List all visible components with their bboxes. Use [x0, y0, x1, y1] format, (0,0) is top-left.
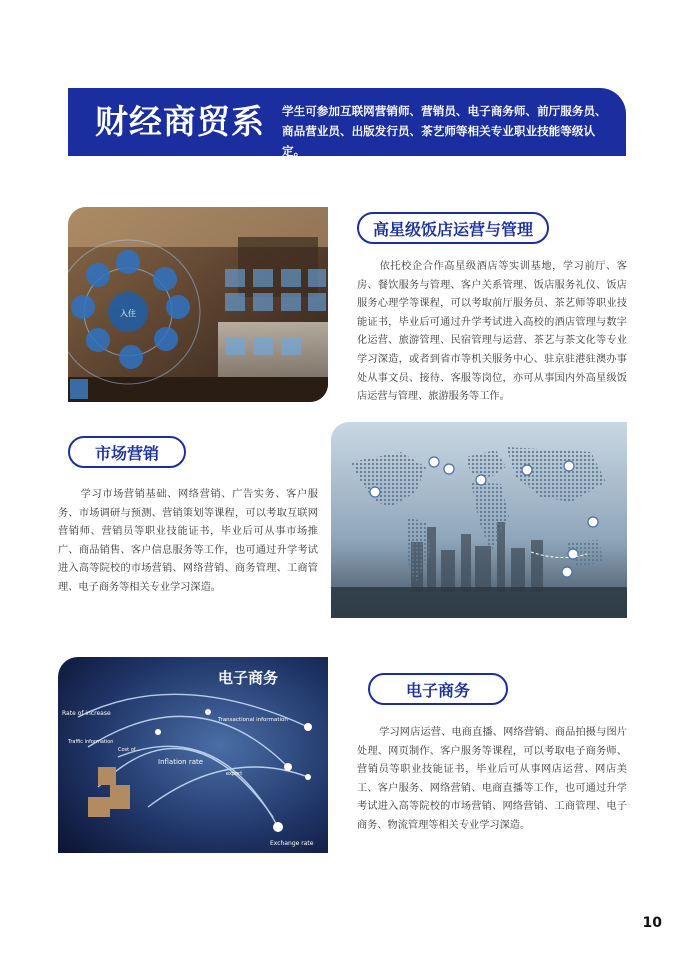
inflation-rate-label: Inflation rate: [158, 758, 204, 766]
department-description: [282, 101, 612, 161]
hotel-illustration: [68, 207, 328, 402]
world-map-illustration: [331, 422, 627, 618]
department-title: 财经商贸系: [95, 102, 265, 141]
description-line-1: 学生可参加互联网营销师、营销员、电子商务师、前厅服务员、: [282, 104, 607, 118]
section-text-ecommerce: [357, 724, 627, 836]
section-text-marketing-body: 学习市场营销基础、网络营销、广告实务、客户服务、市场调研与预测、营销策划等课程，可以考取互联网营销师、营销员等职业技能证书，毕业后可从事市场推广、商品销售、客户信息服务等工作，也可通过升学考试进入高等院校的市场营销、网络营销、商务管理、工商管理、电子商务等相关专业学习深造。: [58, 489, 318, 593]
ecommerce-illustration: [58, 657, 328, 853]
section-title-marketing: [68, 436, 186, 468]
transactional-label: Transactional information: [218, 717, 288, 723]
rate-of-increase-label: Rate of increase: [62, 710, 111, 717]
export-label: export: [226, 771, 243, 777]
section-text-ecommerce-body: 学习网店运营、电商直播、网络营销、商品拍摄与图片处理、网页制作、客户服务等课程，可以考取电子商务师、营销员等职业技能证书，毕业后可从事网店运营、网店美工、客户服务、网络营销、电商直播等工作，也可通过升学考试进入高等院校的市场营销、网络营销、工商管理、电子商务、物流管理等相关专业学习深造。: [357, 727, 627, 831]
hotel-center-label: 入住: [120, 309, 136, 318]
section-text-hotel: [357, 258, 627, 407]
ecommerce-heading-label: 电子商务: [217, 669, 279, 687]
hotel-smart-service-image: [68, 207, 328, 402]
world-map-city-image: [331, 422, 627, 618]
description-line-2: 商品营业员、出版发行员、茶艺师等相关专业职业技能等级认定。: [282, 124, 596, 158]
section-title-hotel: [357, 212, 549, 244]
section-title-marketing-text: 市场营销: [94, 443, 159, 463]
section-title-ecommerce-text: 电子商务: [405, 680, 470, 700]
traffic-label: Traffic information: [68, 739, 114, 745]
cost-label: Cost of...: [118, 747, 140, 753]
section-text-hotel-body: 依托校企合作高星级酒店等实训基地，学习前厅、客房、餐饮服务与管理、客户关系管理、饭店服务礼仪、饭店服务心理学等课程，可以考取前厅服务员、茶艺师等职业技能证书，毕业后可通过升学考试进入高校的酒店管理与数字化运营、旅游管理、民宿管理与运营、茶艺与茶文化等专业学习深造，或者到省市等机关服务中心、驻京驻港驻澳办事处从事文员、接待、客服等岗位，亦可从事国内外高星级饭店运营与管理、旅游服务等工作。: [357, 261, 627, 403]
section-title-ecommerce: [368, 673, 508, 705]
ecommerce-logistics-image: [58, 657, 328, 853]
page-number: 10: [642, 915, 662, 931]
section-text-marketing: [58, 486, 318, 598]
section-title-hotel-text: 高星级饭店运营与管理: [372, 219, 533, 239]
exchange-rate-label: Exchange rate: [270, 840, 314, 847]
